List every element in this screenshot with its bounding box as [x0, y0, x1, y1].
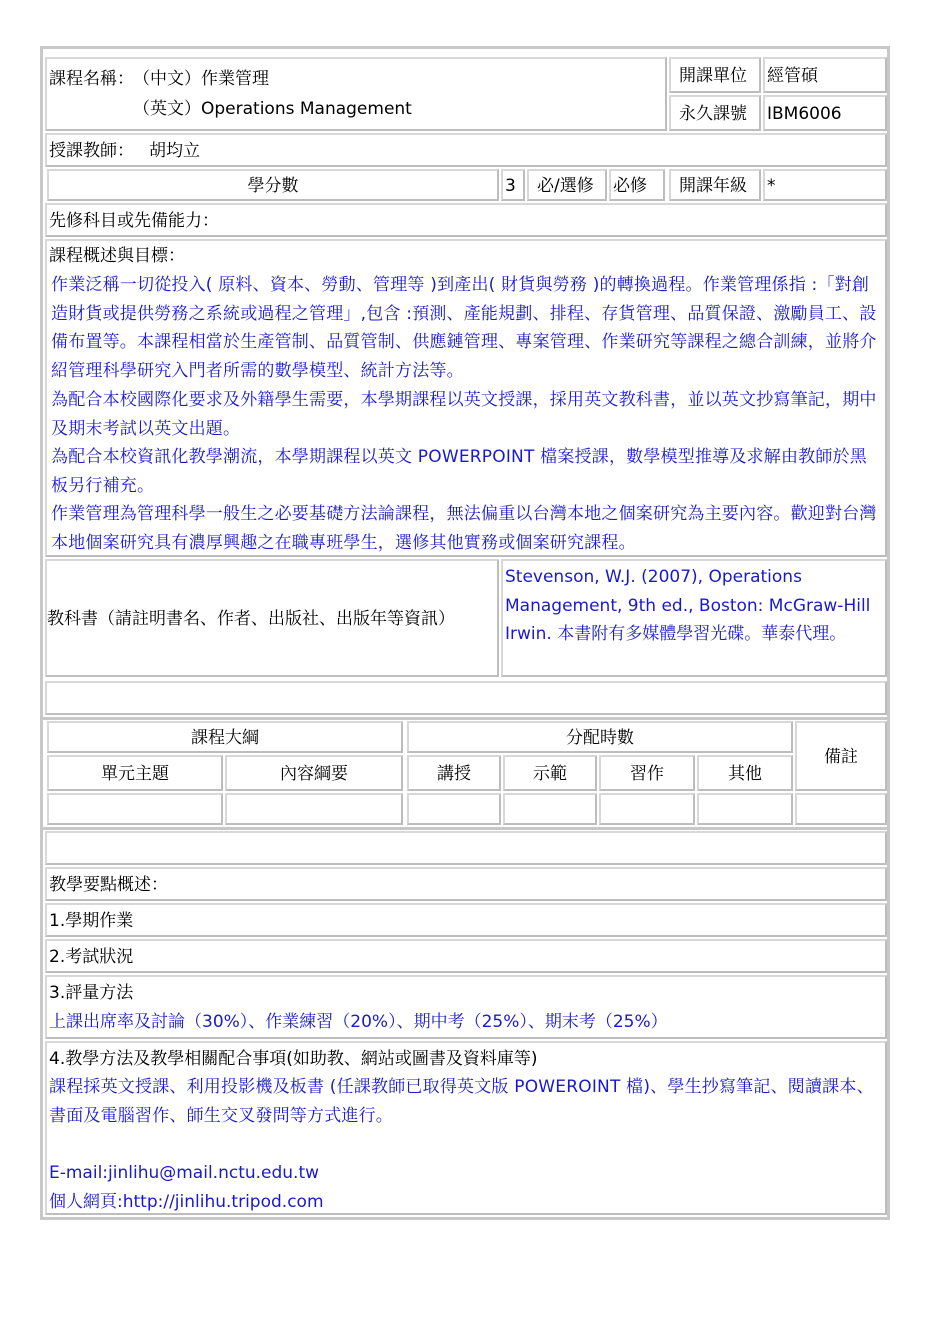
assignments-label: 1.學期作業 — [49, 911, 134, 931]
email-link[interactable]: E-mail:jinlihu@mail.nctu.edu.tw — [49, 1163, 320, 1183]
empty-row-2 — [45, 831, 887, 865]
grading-label: 3.評量方法 — [49, 983, 134, 1003]
teaching-methods-cell — [45, 1041, 887, 1215]
remarks-label: 備註 — [824, 747, 858, 767]
overview-label: 課程概述與目標： — [49, 246, 185, 266]
credits-label-cell — [47, 169, 499, 201]
course-syllabus-form — [40, 46, 890, 1220]
syllabus-row-remarks — [795, 793, 887, 825]
instructor-name: 胡均立 — [149, 141, 200, 161]
code-label: 永久課號 — [679, 104, 747, 124]
textbook-value: Stevenson, W.J. (2007), Operations Management, 9th ed., Boston: McGraw-Hill Irwin. 本書附有多媒體學習光碟。華泰代理。 — [505, 567, 871, 645]
col-lecture-label: 講授 — [437, 764, 471, 784]
col-unit-topic-label: 單元主題 — [101, 764, 169, 784]
hours-label: 分配時數 — [566, 728, 634, 748]
syllabus-row-unit — [47, 793, 223, 825]
dept-label: 開課單位 — [679, 66, 747, 86]
outline-label: 課程大綱 — [191, 728, 259, 748]
syllabus-row-practice — [599, 793, 695, 825]
prerequisite-cell — [45, 203, 887, 237]
col-other — [697, 755, 793, 791]
code-value-cell — [763, 95, 887, 131]
course-name-zh: （中文）作業管理 — [133, 69, 269, 89]
divider — [43, 827, 887, 830]
year-label: 開課年級 — [679, 176, 747, 196]
syllabus-row-lecture — [407, 793, 501, 825]
code-value: IBM6006 — [767, 104, 842, 124]
course-name-cell — [45, 57, 667, 131]
teaching-methods-value: 課程採英文授課、利用投影機及板書 (任課教師已取得英文版 POWEROINT 檔)、學生抄寫筆記、閱讀課本、書面及電腦習作、師生交叉發問等方式進行。 — [49, 1077, 874, 1126]
course-name-label: 課程名稱： — [49, 69, 134, 89]
teaching-methods-label: 4.教學方法及教學相關配合事項(如助教、網站或圖書及資料庫等) — [49, 1049, 538, 1069]
year-value-cell — [763, 169, 887, 201]
overview-paragraph-4: 作業管理為管理科學一般生之必要基礎方法論課程，無法偏重以台灣本地之個案研究為主要內容。歡迎對台灣本地個案研究具有濃厚興趣之在職專班學生，選修其他實務或個案研究課程。 — [51, 504, 877, 553]
instructor-cell — [45, 133, 887, 167]
remarks-header-cell — [795, 721, 887, 791]
textbook-label-cell — [45, 559, 499, 677]
col-other-label: 其他 — [728, 764, 762, 784]
col-demo — [503, 755, 597, 791]
year-label-cell — [669, 169, 761, 201]
dept-value-cell — [763, 57, 887, 93]
overview-paragraph-2: 為配合本校國際化要求及外籍學生需要，本學期課程以英文授課，採用英文教科書，並以英文抄寫筆記，期中及期末考試以英文出題。 — [51, 390, 877, 439]
required-value: 必修 — [613, 176, 647, 196]
textbook-value-cell — [501, 559, 887, 677]
exams-label: 2.考試狀況 — [49, 947, 134, 967]
dept-label-cell — [669, 57, 761, 93]
col-unit-topic — [47, 755, 223, 791]
course-name-en: （英文）Operations Management — [133, 99, 412, 119]
col-practice — [599, 755, 695, 791]
year-value: * — [767, 176, 776, 196]
col-practice-label: 習作 — [630, 764, 664, 784]
credits-value: 3 — [505, 176, 516, 196]
col-demo-label: 示範 — [533, 764, 567, 784]
required-value-cell — [609, 169, 665, 201]
instructor-label: 授課教師： — [49, 141, 134, 161]
divider — [43, 717, 887, 720]
empty-row-1 — [45, 681, 887, 715]
col-lecture — [407, 755, 501, 791]
syllabus-row-demo — [503, 793, 597, 825]
col-content-outline — [225, 755, 403, 791]
required-label: 必/選修 — [537, 176, 594, 196]
overview-paragraph-1: 作業泛稱一切從投入( 原料、資本、勞動、管理等 )到產出( 財貨與勞務 )的轉換過程。作業管理係指 :「對創造財貨或提供勞務之系統或過程之管理」,包含 :預測、產能規劃、排程、存貨管理、品質保證、激勵員工、設備布置等。本課程相當於生產管制、品質管制、供應鏈管理、專案管理、作業研究等課程之總合訓練，並將介紹管理科學研究入門者所需的數學模型、統計方法等。 — [51, 275, 877, 381]
prerequisite-label: 先修科目或先備能力： — [49, 211, 219, 231]
syllabus-row-other — [697, 793, 793, 825]
outline-header-cell — [47, 721, 403, 753]
overview-paragraph-3: 為配合本校資訊化教學潮流，本學期課程以英文 POWERPOINT 檔案授課，數學模型推導及求解由教師於黑板另行補充。 — [51, 447, 867, 496]
grading-cell — [45, 975, 887, 1039]
col-content-outline-label: 內容綱要 — [280, 764, 348, 784]
grading-value: 上課出席率及討論（30%）、作業練習（20%）、期中考（25%）、期末考（25%） — [49, 1012, 668, 1032]
credits-label: 學分數 — [247, 176, 299, 196]
teaching-summary-cell — [45, 867, 887, 901]
syllabus-row-content — [225, 793, 403, 825]
required-label-cell — [527, 169, 607, 201]
hours-header-cell — [407, 721, 793, 753]
code-label-cell — [669, 95, 761, 131]
textbook-label-text: 教科書（請註明書名、作者、出版社、出版年等資訊） — [47, 609, 455, 629]
teaching-summary-label: 教學要點概述： — [49, 875, 168, 895]
credits-value-cell — [501, 169, 525, 201]
exams-cell — [45, 939, 887, 973]
dept-value: 經管碩 — [767, 66, 818, 86]
homepage-link[interactable]: 個人網頁:http://jinlihu.tripod.com — [49, 1192, 324, 1212]
overview-cell — [45, 239, 887, 557]
assignments-cell — [45, 903, 887, 937]
